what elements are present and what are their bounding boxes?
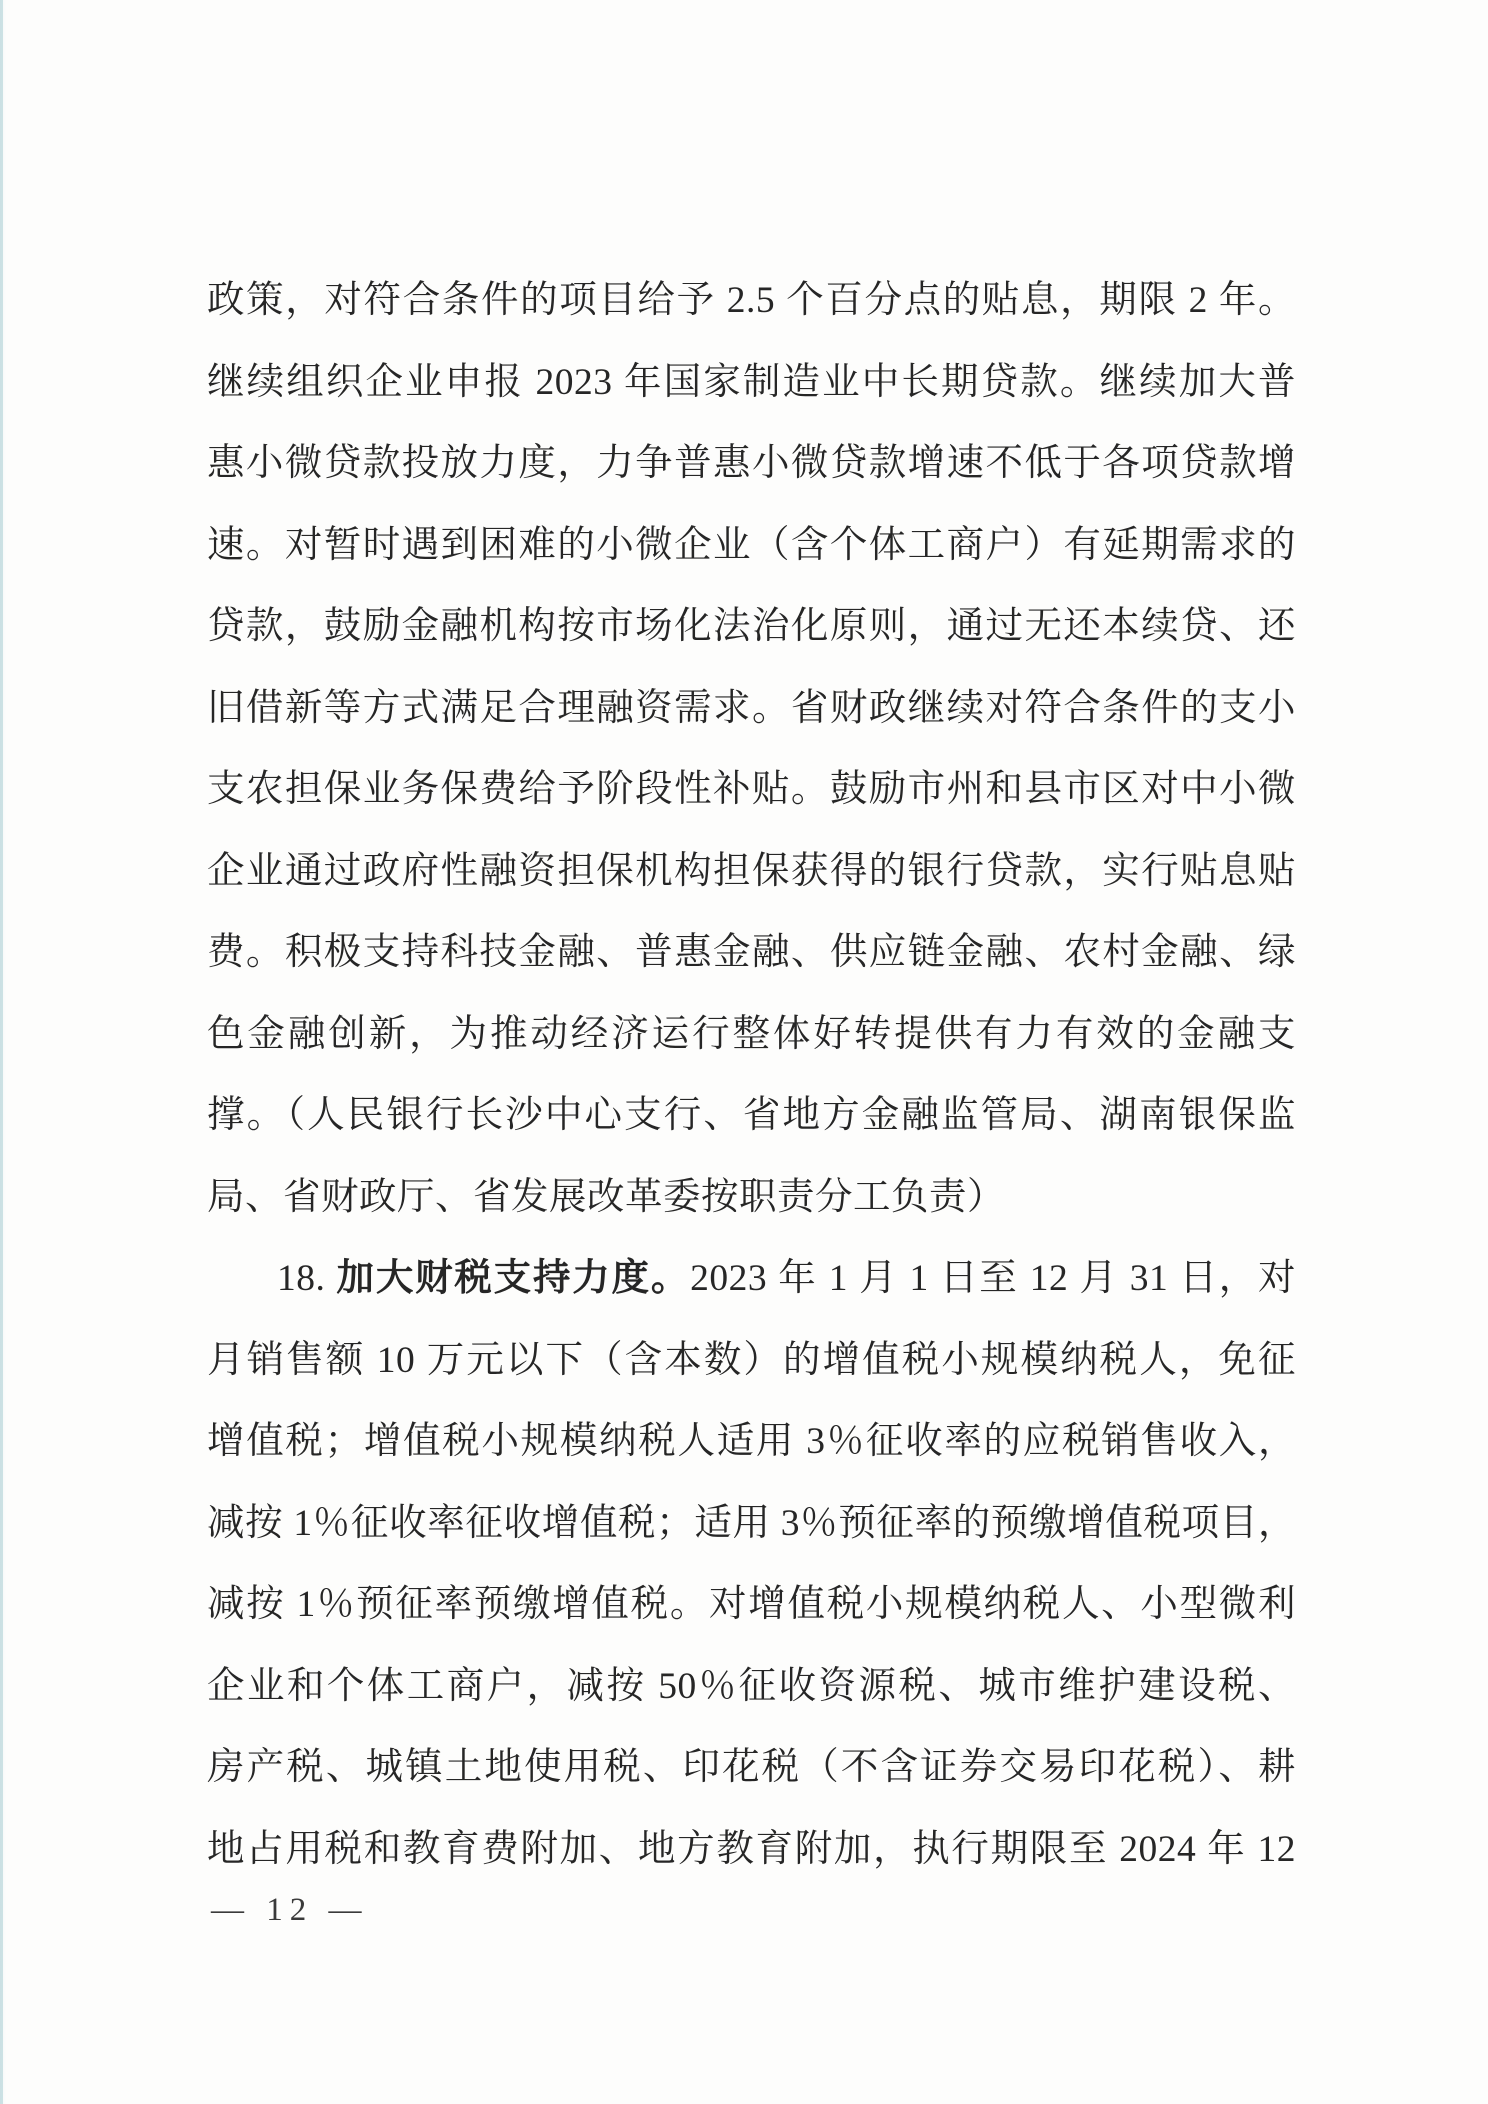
- body-text: 减按 1％预征率预缴增值税。对增值税小规模纳税人、小型微利: [207, 1584, 1296, 1625]
- body-text: 2023 年 1 月 1 日至 12 月 31 日，对: [690, 1258, 1297, 1299]
- text-line: [207, 423, 1296, 505]
- text-line: [207, 342, 1296, 424]
- body-text: 局、省财政厅、省发展改革委按职责分工负责）: [207, 1176, 1005, 1218]
- body-text: 房产税、城镇土地使用税、印花税（不含证券交易印花税）、耕: [207, 1747, 1296, 1788]
- page-number: — 12 —: [211, 1892, 369, 1928]
- body-text: 企业通过政府性融资担保机构担保获得的银行贷款，实行贴息贴: [207, 850, 1296, 892]
- text-line: [207, 1238, 1296, 1320]
- body-text: 政策，对符合条件的项目给予 2.5 个百分点的贴息，期限 2 年。: [207, 280, 1296, 321]
- body-text: 地占用税和教育费附加、地方教育附加，执行期限至 2024 年 12: [207, 1828, 1296, 1870]
- body-text: 色金融创新，为推动经济运行整体好转提供有力有效的金融支: [207, 1013, 1296, 1055]
- body-text: 速。对暂时遇到困难的小微企业（含个体工商户）有延期需求的: [207, 524, 1296, 566]
- body-text: 贷款，鼓励金融机构按市场化法治化原则，通过无还本续贷、还: [207, 606, 1296, 647]
- body-text: 月销售额 10 万元以下（含本数）的增值税小规模纳税人，免征: [207, 1339, 1296, 1381]
- body-text: 企业和个体工商户，减按 50％征收资源税、城市维护建设税、: [207, 1665, 1296, 1707]
- body-text: 减按 1％征收率征收增值税；适用 3％预征率的预缴增值税项目，: [207, 1502, 1296, 1544]
- text-line: [207, 1646, 1296, 1728]
- body-text: 旧借新等方式满足合理融资需求。省财政继续对符合条件的支小: [207, 687, 1296, 729]
- text-line: [207, 1320, 1296, 1402]
- item-heading-text: 加大财税支持力度。: [336, 1258, 691, 1299]
- text-line: [207, 912, 1296, 994]
- text-line: [207, 586, 1296, 668]
- text-line: [207, 1157, 1296, 1239]
- text-line: [207, 260, 1296, 342]
- body-text: 惠小微贷款投放力度，力争普惠小微贷款增速不低于各项贷款增: [207, 443, 1296, 484]
- text-line: [207, 749, 1296, 831]
- body-text: 撑。（人民银行长沙中心支行、省地方金融监管局、湖南银保监: [207, 1095, 1296, 1136]
- text-line: [207, 1401, 1296, 1483]
- text-line: [207, 668, 1296, 750]
- body-text: 继续组织企业申报 2023 年国家制造业中长期贷款。继续加大普: [207, 361, 1296, 403]
- body-text: 费。积极支持科技金融、普惠金融、供应链金融、农村金融、绿: [207, 932, 1296, 973]
- body-text: 支农担保业务保费给予阶段性补贴。鼓励市州和县市区对中小微: [207, 769, 1296, 810]
- text-line: [207, 1727, 1296, 1809]
- text-line: [207, 1075, 1296, 1157]
- body-text: 增值税；增值税小规模纳税人适用 3％征收率的应税销售收入，: [207, 1421, 1296, 1462]
- text-line: [207, 994, 1296, 1076]
- text-line: [207, 831, 1296, 913]
- text-line: [207, 1809, 1296, 1891]
- text-line: [207, 1564, 1296, 1646]
- text-line: [207, 1483, 1296, 1565]
- document-lines: [207, 260, 1296, 1890]
- scan-edge-shadow: [0, 0, 3, 2104]
- body-text: 18.: [277, 1258, 337, 1299]
- text-line: [207, 505, 1296, 587]
